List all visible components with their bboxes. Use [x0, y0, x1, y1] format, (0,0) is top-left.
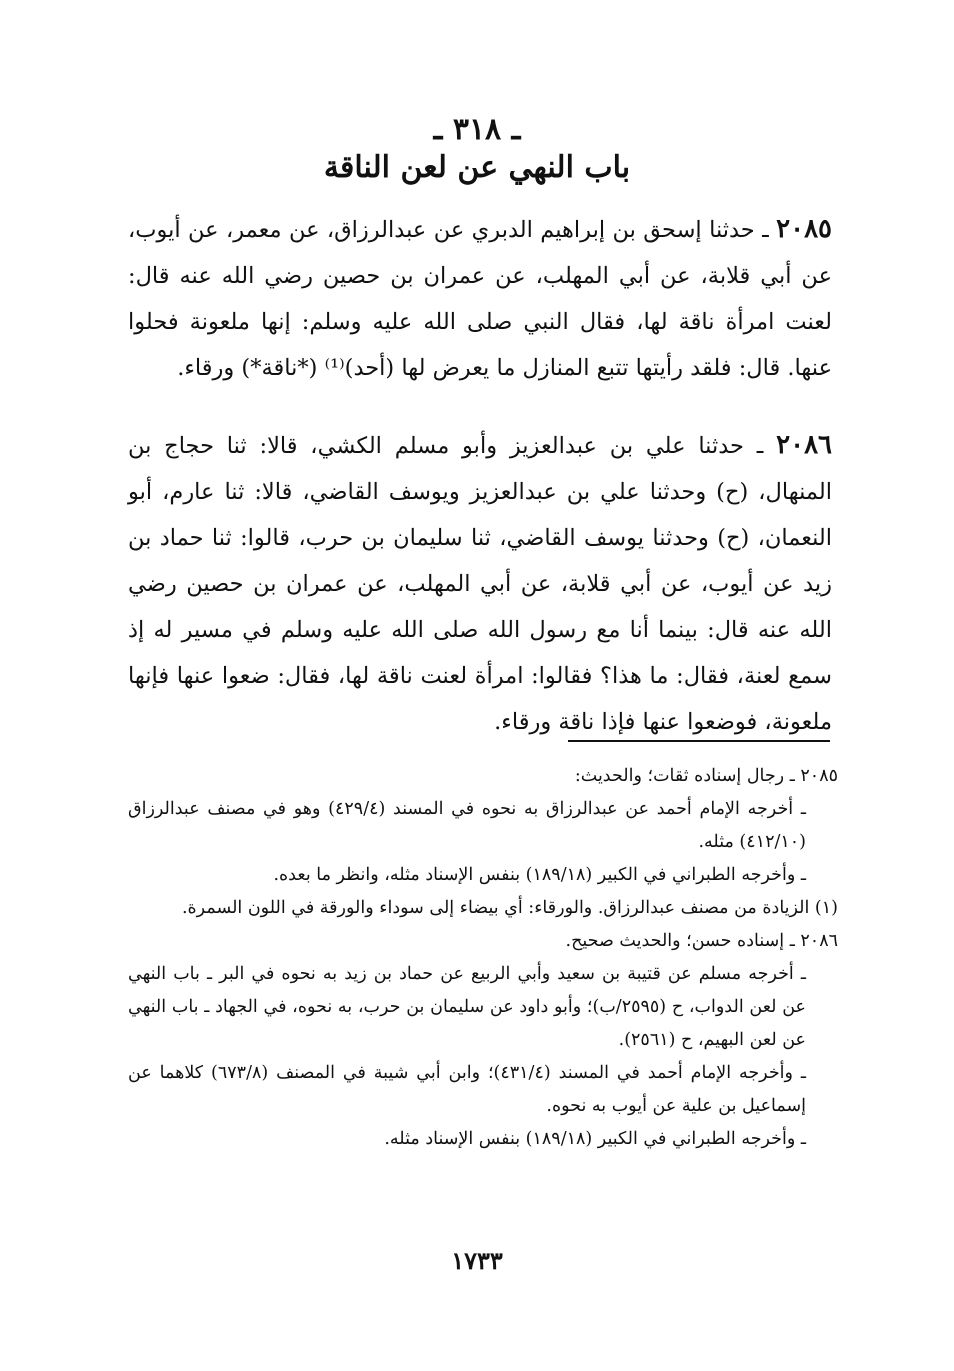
note-2086-item: ـ أخرجه مسلم عن قتيبة بن سعيد وأبي الربيع عن حماد بن زيد به نحوه في البر ـ باب النهي عن لعن الدواب، ح (٢٥٩٥/ب)؛ وأبو داود عن سليمان بن حرب، به نحوه، في الجهاد ـ باب النهي عن لعن البهيم، ح (٢٥٦١).: [128, 964, 806, 1050]
footnote-1: (١) الزيادة من مصنف عبدالرزاق. والورقاء: أي بيضاء إلى سوداء والورقة في اللون السمرة.: [181, 898, 838, 918]
note-2085-item: ـ وأخرجه الطبراني في الكبير (١٨٩/١٨) بنفس الإسناد مثله، وانظر ما بعده.: [273, 865, 806, 885]
hadith-number: ٢٠٨٦: [776, 430, 832, 460]
note-2086-heading: ٢٠٨٦ ـ إسناده حسن؛ والحديث صحيح.: [565, 931, 838, 951]
footnotes: [128, 760, 838, 1156]
hadith-text: ـ حدثنا إسحق بن إبراهيم الدبري عن عبدالرزاق، عن معمر، عن أيوب، عن أبي قلابة، عن أبي المهلب، عن عمران بن حصين رضي الله عنه قال: لعنت امرأة ناقة لها، فقال النبي صلى الله عليه وسلم: إنها ملعونة فحلوا عنها. قال: فلقد رأيتها تتبع المنازل ما يعرض لها (أحد)⁽¹⁾ (*ناقة*) ورقاء.: [128, 217, 832, 381]
chapter-title: باب النهي عن لعن الناقة: [323, 150, 631, 185]
page-number: ١٧٣٣: [451, 1246, 503, 1275]
hadith-2085: [128, 206, 832, 391]
note-2086-item: ـ وأخرجه الطبراني في الكبير (١٨٩/١٨) بنفس الإسناد مثله.: [384, 1129, 806, 1149]
hadith-number: ٢٠٨٥: [776, 214, 833, 244]
note-2085-heading: ٢٠٨٥ ـ رجال إسناده ثقات؛ والحديث:: [574, 766, 838, 786]
hadith-2086: [128, 422, 832, 745]
footnote-divider: [568, 740, 830, 742]
chapter-number: ـ ٣١٨ ـ: [433, 112, 521, 147]
note-2085-item: ـ أخرجه الإمام أحمد عن عبدالرزاق به نحوه في المسند (٤٢٩/٤) وهو في مصنف عبدالرزاق (٤١٢/١٠) مثله.: [128, 799, 806, 852]
note-2086-item: ـ وأخرجه الإمام أحمد في المسند (٤٣١/٤)؛ وابن أبي شيبة في المصنف (٦٧٣/٨) كلاهما عن إسماعيل بن علية عن أيوب به نحوه.: [128, 1063, 806, 1116]
hadith-text: ـ حدثنا علي بن عبدالعزيز وأبو مسلم الكشي، قالا: ثنا حجاج بن المنهال، (ح) وحدثنا علي بن عبدالعزيز ويوسف القاضي، قالا: ثنا عارم، أبو النعمان، (ح) وحدثنا يوسف القاضي، ثنا سليمان بن حرب، قالوا: ثنا حماد بن زيد عن أيوب، عن أبي قلابة، عن أبي المهلب، عن عمران بن حصين رضي الله عنه قال: بينما أنا مع رسول الله صلى الله عليه وسلم في مسير له إذ سمع لعنة، فقال: ما هذا؟ فقالوا: امرأة لعنت ناقة لها، فقال: ضعوا عنها فإنها ملعونة، فوضعوا عنها فإذا ناقة ورقاء.: [128, 433, 832, 735]
